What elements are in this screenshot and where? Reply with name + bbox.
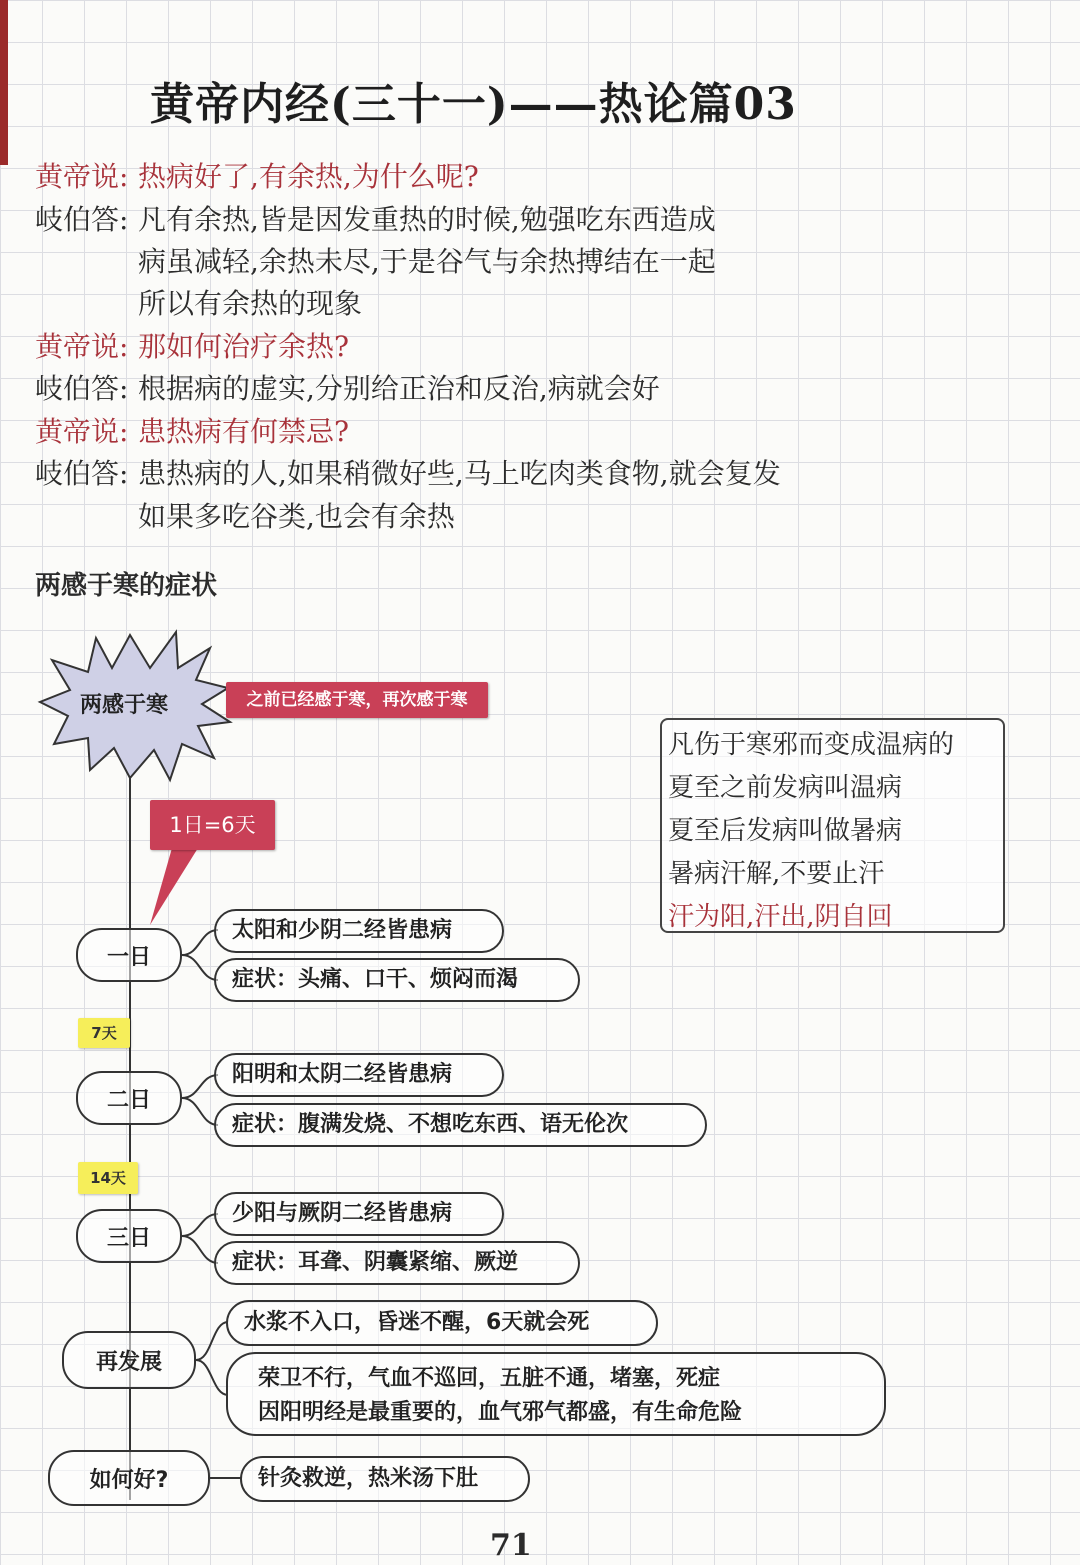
node-item: 症状：耳聋、阴囊紧缩、厥逆 [214, 1241, 580, 1285]
node-item: 症状：头痛、口干、烦闷而渴 [214, 958, 580, 1002]
dialogue-line: 黄帝说: 热病好了,有余热,为什么呢? [35, 155, 479, 195]
section-title: 两感于寒的症状 [35, 571, 218, 601]
node-day-2: 二日 [76, 1071, 182, 1125]
node-item: 阳明和太阴二经皆患病 [214, 1053, 504, 1097]
node-item: 水浆不入口，昏迷不醒，6天就会死 [226, 1300, 658, 1346]
node-further-development: 再发展 [62, 1331, 196, 1389]
dialogue-line: 岐伯答: 凡有余热,皆是因发重热的时候,勉强吃东西造成 [35, 198, 716, 238]
node-day-1: 一日 [76, 928, 182, 982]
dialogue-line: 病虽减轻,余热未尽,于是谷气与余热搏结在一起 [138, 245, 716, 278]
page-number: 71 [490, 1528, 532, 1563]
root-tag: 之前已经感于寒，再次感于寒 [226, 682, 488, 718]
note-line: 凡伤于寒邪而变成温病的 [668, 730, 955, 760]
speaker-label: 岐伯答: [35, 203, 129, 236]
day-tag-7: 7天 [78, 1018, 130, 1048]
day-tag-14: 14天 [78, 1162, 138, 1194]
node-item: 针灸救逆，热米汤下肚 [240, 1456, 530, 1502]
speaker-label: 黄帝说: [35, 160, 129, 193]
node-item: 太阳和少阴二经皆患病 [214, 909, 504, 953]
speaker-label: 岐伯答: [35, 457, 129, 490]
dialogue-line: 黄帝说: 患热病有何禁忌? [35, 410, 349, 450]
dialogue-line: 黄帝说: 那如何治疗余热? [35, 325, 349, 365]
node-item: 症状：腹满发烧、不想吃东西、语无伦次 [214, 1103, 707, 1147]
note-line: 夏至后发病叫做暑病 [668, 816, 903, 846]
root-label: 两感于寒 [80, 693, 169, 718]
note-box [660, 718, 1005, 933]
node-how-to-recover: 如何好? [48, 1450, 210, 1506]
speaker-label: 黄帝说: [35, 330, 129, 363]
node-item-multiline: 荣卫不行，气血不巡回，五脏不通，堵塞，死症 因阳明经是最重要的，血气邪气都盛，有生命危险 [226, 1352, 886, 1436]
node-day-3: 三日 [76, 1209, 182, 1263]
dialogue-line: 岐伯答: 根据病的虚实,分别给正治和反治,病就会好 [35, 367, 660, 407]
callout-tag: 1日=6天 [150, 800, 275, 850]
dialogue-line: 如果多吃谷类,也会有余热 [138, 500, 455, 533]
note-line: 汗为阳,汗出,阴自回 [668, 902, 893, 932]
note-line: 暑病汗解,不要止汗 [668, 859, 885, 889]
node-item: 少阳与厥阴二经皆患病 [214, 1192, 504, 1236]
speaker-label: 黄帝说: [35, 415, 129, 448]
note-line: 夏至之前发病叫温病 [668, 773, 903, 803]
dialogue-line: 所以有余热的现象 [138, 287, 363, 320]
speaker-label: 岐伯答: [35, 372, 129, 405]
page-title: 黄帝内经(三十一)——热论篇03 [150, 79, 797, 130]
dialogue-line: 岐伯答: 患热病的人,如果稍微好些,马上吃肉类食物,就会复发 [35, 452, 781, 492]
